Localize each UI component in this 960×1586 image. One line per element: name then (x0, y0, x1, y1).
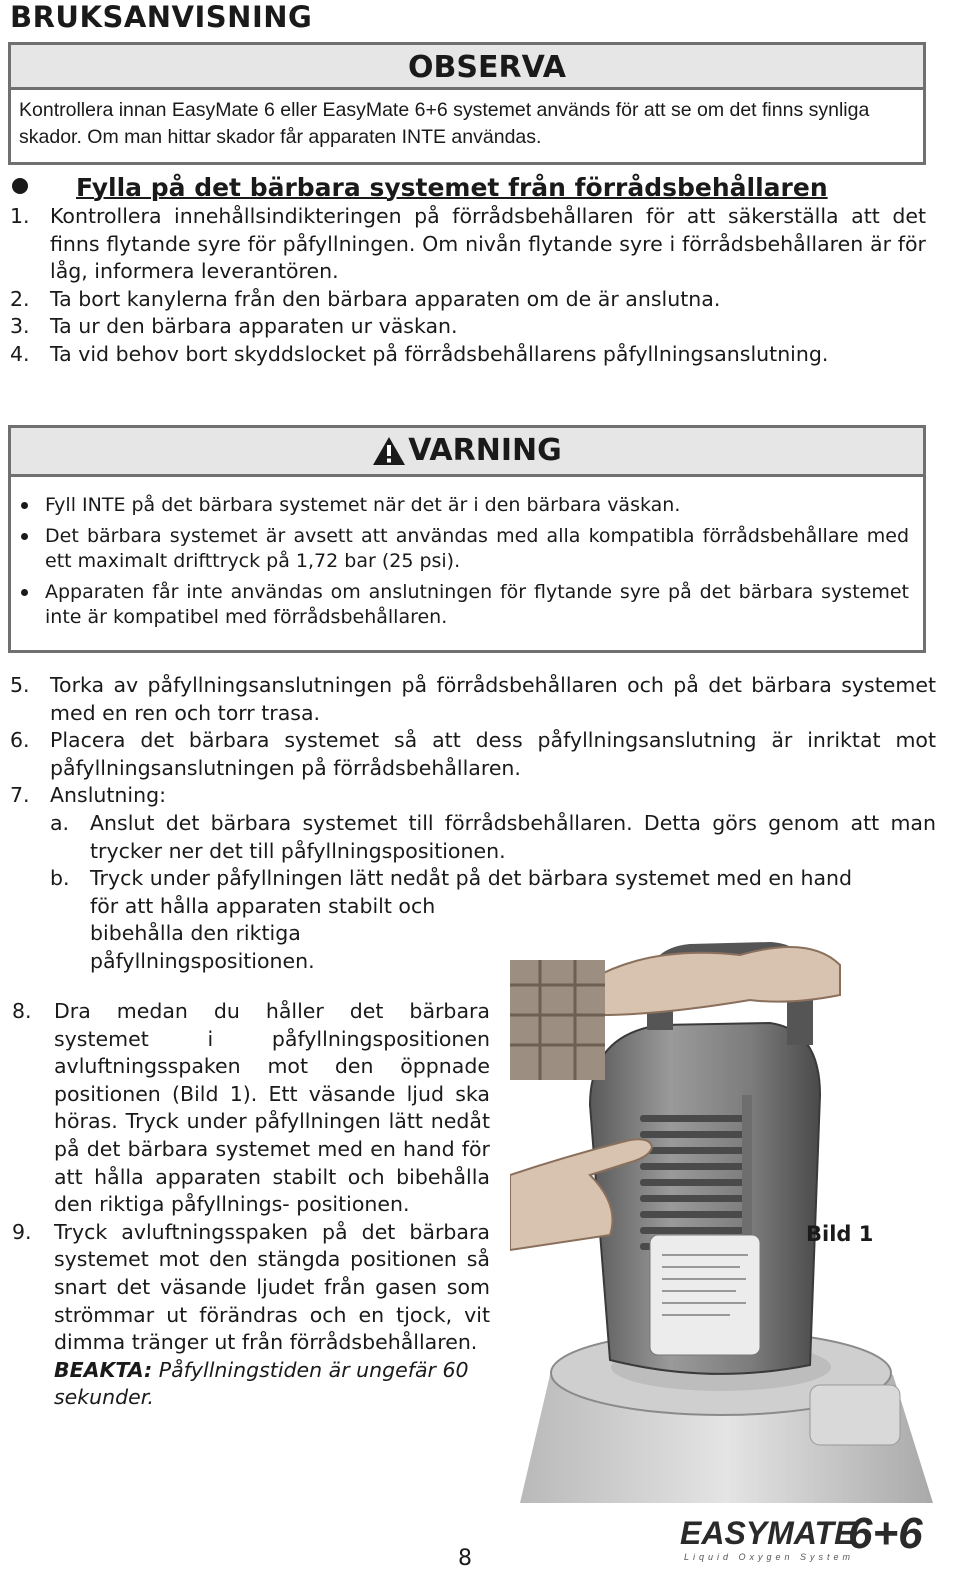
step-text: Anslutning: (50, 783, 167, 808)
list-item (12, 1219, 490, 1357)
bullet-text: Apparaten får inte användas om anslutningen för flytande syre på det bärbara systemet inte är kompatibel med förrådsbehållaren. (45, 580, 909, 628)
list-item (17, 580, 909, 631)
sub-list-item (10, 810, 936, 865)
substep-text: Anslut det bärbara systemet till förrådsbehållaren. Detta görs genom att man trycker ner det till påfyllningspositionen. (90, 810, 936, 863)
note (12, 1357, 490, 1412)
notice-box (8, 42, 926, 165)
step-text: Tryck avluftningsspaken på det bärbara systemet mot den stängda positionen så snart det väsande ljudet från gasen som strömmar ut förändras och en tjock, vit dimma tränger ut från förrådsbehållaren. (54, 1219, 490, 1355)
figure-photo (510, 905, 933, 1503)
section-heading (12, 173, 828, 202)
step-text: Ta vid behov bort skyddslocket på förrådsbehållarens påfyllningsanslutning. (50, 341, 829, 366)
list-item (10, 341, 926, 369)
brand-logo (680, 1508, 930, 1568)
warning-list (11, 477, 923, 631)
list-item (10, 782, 936, 810)
warning-triangle-icon (372, 436, 406, 466)
step-number: 2. (10, 286, 30, 311)
logo-model: 6+6 (848, 1509, 923, 1558)
list-item (17, 493, 909, 519)
note-label: BEAKTA: (54, 1357, 153, 1382)
step-number: 6. (10, 728, 30, 753)
list-item (12, 998, 490, 1219)
steps-list-a (10, 203, 926, 369)
substep-text: Tryck under påfyllningen lätt nedåt på det bärbara systemet med en hand (90, 866, 853, 891)
step-number: 8. (12, 999, 32, 1023)
step-number: 9. (12, 1219, 32, 1244)
substep-text-continued: för att hålla apparaten stabilt och bibehålla den riktiga påfyllningspositionen. (90, 893, 436, 973)
step-text: Kontrollera innehållsindikteringen på förrådsbehållaren för att säkerställa att det finns flytande syre för påfyllningen. Om nivån flytande syre i förrådsbehållaren är för låg, informera leverantören. (50, 204, 926, 284)
bullet-dot-icon (21, 502, 28, 509)
list-item (10, 203, 926, 286)
list-item (17, 524, 909, 575)
warning-heading-text: VARNING (408, 433, 562, 468)
substep-letter: b. (50, 866, 70, 891)
logo-brand: EASYMATE (680, 1515, 856, 1551)
step-number: 1. (10, 204, 30, 228)
page-title: BRUKSANVISNING (10, 0, 313, 34)
step-text: Ta ur den bärbara apparaten ur väskan. (50, 314, 458, 339)
easymate-logo (680, 1508, 930, 1568)
logo-tagline: Liquid Oxygen System (684, 1552, 855, 1562)
list-item (10, 672, 936, 727)
bullet-dot-icon (21, 589, 28, 596)
bullet-dot-icon (12, 178, 28, 194)
substep-letter: a. (50, 810, 70, 835)
list-item (10, 286, 926, 314)
step-number: 7. (10, 783, 30, 808)
page-number: 8 (458, 1546, 472, 1571)
list-item (10, 313, 926, 341)
bullet-dot-icon (21, 533, 28, 540)
notice-text: Kontrollera innan EasyMate 6 eller EasyMate 6+6 systemet används för att se om det finns synliga skador. Om man hittar skador får apparaten INTE användas. (19, 99, 870, 148)
step-text: Dra medan du håller det bärbara systemet i påfyllningspositionen avluftningsspaken mot den öppnade positionen (Bild 1). Ett väsande ljud ska höras. Tryck under påfyllningen lätt nedåt på det bärbara systemet med en hand för att hålla apparaten stabilt och bibehålla den riktiga påfyllnings- positionen. (54, 999, 490, 1217)
step-text: Placera det bärbara systemet så att dess påfyllningsanslutning är inriktat mot påfyllningsanslutningen på förrådsbehållaren. (50, 728, 936, 780)
figure-caption: Bild 1 (806, 1222, 874, 1246)
step-number: 4. (10, 341, 30, 366)
step-text: Torka av påfyllningsanslutningen på förrådsbehållaren och på det bärbara systemet med en ren och torr trasa. (50, 673, 936, 725)
note-text: Påfyllningstiden är ungefär 60 sekunder. (54, 1357, 469, 1410)
bullet-text: Fyll INTE på det bärbara systemet när det är i den bärbara väskan. (45, 494, 681, 516)
list-item (10, 727, 936, 782)
warning-heading (11, 428, 923, 477)
step-text: Ta bort kanylerna från den bärbara apparaten om de är anslutna. (50, 286, 721, 311)
warning-box (8, 425, 926, 653)
bullet-text: Det bärbara systemet är avsett att användas med alla kompatibla förrådsbehållare med ett maximalt drifttryck på 1,72 bar (25 psi). (45, 524, 909, 572)
steps-list-c (12, 998, 490, 1412)
step-number: 3. (10, 314, 30, 339)
notice-heading: OBSERVA (11, 45, 923, 90)
step-number: 5. (10, 673, 30, 697)
portable-unit-filling-illustration (510, 905, 933, 1503)
section-heading-text: Fylla på det bärbara systemet från förrådsbehållaren (76, 173, 828, 202)
